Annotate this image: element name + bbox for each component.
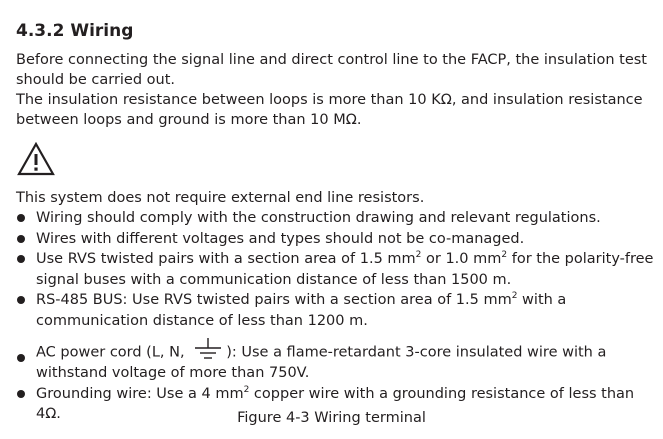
list-item-text-part: ): Use a flame-retardant 3-core insulated wire with a withstand voltage of more than 750V. [36,344,607,381]
list-item [16,249,660,290]
list-item-text: Wiring should comply with the construction drawing and relevant regulations. [36,210,601,226]
bullet-dot [17,390,25,398]
list-item [16,229,660,250]
bullet-dot [17,214,25,222]
list-item-text-part: Use RVS twisted pairs with a section area of 1.5 mm [36,251,416,267]
superscript: 2 [511,291,518,301]
superscript: 2 [501,250,508,260]
figure-caption: Figure 4-3 Wiring terminal [237,410,426,426]
list-item-text: Wires with different voltages and types should not be co-managed. [36,230,525,247]
intro-paragraph-2: The insulation resistance between loops is more than 10 KΩ, and insulation resistance between loops and ground is more than 10 MΩ. [16,92,643,128]
superscript: 2 [415,250,422,260]
ground-symbol-icon [193,337,223,363]
list-item [16,337,660,384]
warning-triangle-icon [17,142,55,176]
list-item [16,208,660,229]
list-item-text-part: Grounding wire: Use a 4 mm [36,385,244,402]
list-item [16,290,660,331]
list-item-text-part: AC power cord (L, N, [36,344,190,361]
bullet-dot [17,235,25,243]
bullet-dot [17,296,25,304]
list-item-text-part: copper wire with a grounding resistance of less than 4Ω. [36,385,635,422]
list-item-text-part: or 1.0 mm [421,251,502,267]
section-title: 4.3.2 Wiring [16,21,134,41]
superscript: 2 [243,384,250,395]
list-item-text-part: RS-485 BUS: Use RVS twisted pairs with a section area of 1.5 mm [36,292,512,308]
bullet-dot [17,255,25,263]
bullet-dot [17,354,25,362]
document-page [16,20,660,425]
warning-note: This system does not require external end line resistors. [16,190,425,206]
wiring-requirements-list [16,208,660,425]
list-item-text-part: with a communication distance of less than 1200 m. [36,292,567,329]
intro-paragraph-1: Before connecting the signal line and direct control line to the FACP, the insulation test should be carried out. [16,52,647,88]
list-item-text-part: for the polarity-free signal buses with a communication distance of less than 1500 m. [36,251,654,288]
